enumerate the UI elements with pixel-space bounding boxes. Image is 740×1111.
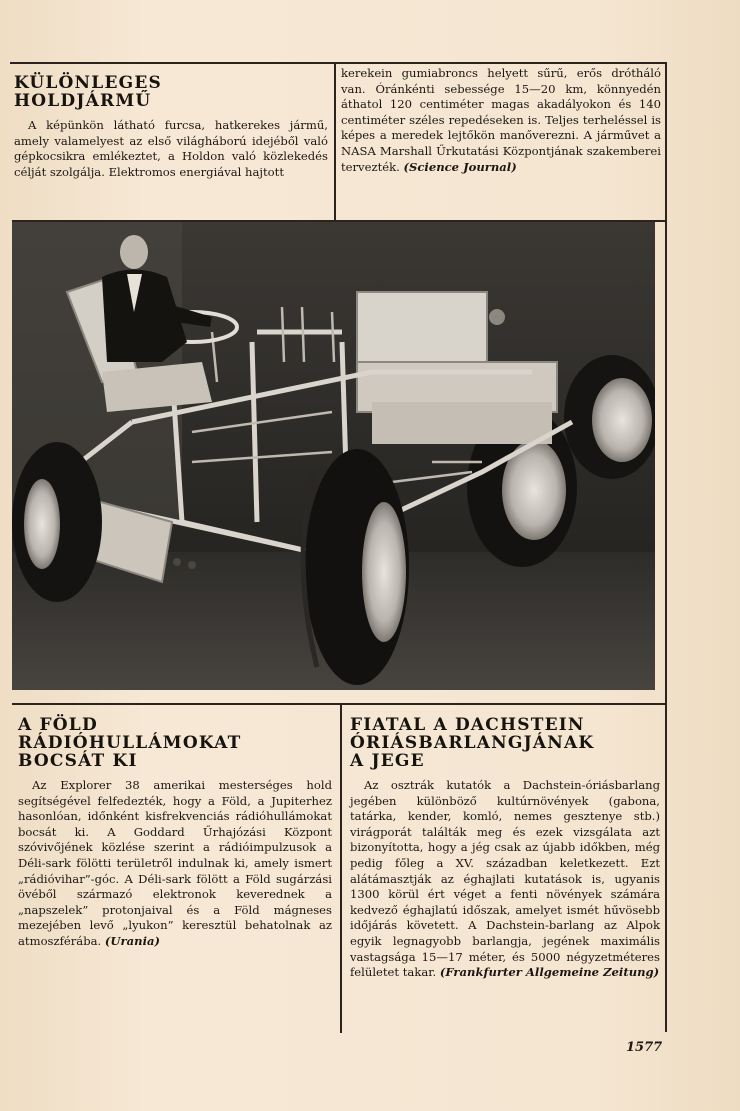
article-lunar-vehicle-right [341, 66, 661, 175]
headline-line: BOCSÁT KI [18, 751, 138, 771]
article-dachstein-ice-source: (Frankfurter Allgemeine Zeitung) [439, 965, 660, 980]
article-lunar-vehicle-body-start: A képünkön látható furcsa, hatkerekes jármű, amely valamelyest az első világháború idejéből való gépkocsikra emlékeztet, a Holdon való közlekedés célját szolgálja. Elektromos energiával hajtott [14, 118, 328, 179]
article-earth-radio-waves-headline [18, 716, 332, 770]
article-dachstein-ice-body-container [350, 778, 660, 981]
headline-line: A JEGE [350, 751, 425, 771]
headline-line: HOLDJÁRMŰ [14, 91, 152, 111]
article-lunar-vehicle-source: (Science Journal) [403, 159, 517, 174]
article-lunar-vehicle-body-cont [341, 66, 661, 175]
article-earth-radio-waves [18, 716, 332, 950]
rover-wheel [12, 442, 102, 602]
article-dachstein-ice [350, 716, 660, 981]
lunar-rover-photo [12, 222, 655, 690]
page-number: 1577 [626, 1040, 663, 1055]
article-dachstein-ice-headline [350, 716, 660, 770]
article-earth-radio-waves-body: Az Explorer 38 amerikai mesterséges hold segítségével felfedezték, hogy a Föld, a Jupiterhez hasonlóan, időnként kisfrekvenciás rádióhullámokat bocsát ki. A Goddard Űrhajózási Központ szóvivőjének közlése szerint a rádióimpulzusok a Déli-sark fölötti területről indulnak ki, amely ismert „rádióvihar”-góc. A Déli-sark fölött a Föld sugárzási övéből származó elektronok keverednek a „napszelek” protonjaival és a Föld mágneses mezejében levő „lyukon” keresztül behatolnak az atmoszférába. [18, 778, 332, 948]
column-divider-bottom [340, 703, 342, 1033]
headline-line: A FÖLD [18, 715, 98, 735]
headline-line: FIATAL A DACHSTEIN [350, 715, 585, 735]
headline-line: RÁDIÓHULLÁMOKAT [18, 733, 242, 753]
article-dachstein-ice-body: Az osztrák kutatók a Dachstein-óriásbarlang jegében különböző kultúrnövények (gabona, tatárka, kender, komló, nemes gesztenye stb.) virágporát találták meg és ezek vizsgálata azt bizonyította, hogy a jég csak az újabb időkben, még pedig főleg a XV. században keletkezett. Ezt alátámasztják az éghajlati kutatások is, ugyanis 1300 körül ért véget a fenti növények számára kedvező éghajlatú időszak, amelyet ismét hűvösebb időjárás követett. A Dachstein-barlang az Alpok egyik legnagyobb barlangja, jegének maximális vastagsága 15—17 méter, és 5000 négyzetméteres felületet takar. [350, 778, 660, 980]
article-lunar-vehicle-body-end: kerekein gumiabroncs helyett sűrű, erős drótháló van. Óránkénti sebessége 15—20 km, könnyedén áthatol 120 centiméter magas akadályokon és 140 centiméter széles repedéseken is. Teljes terheléssel is képes a meredek lejtőkön manőverezni. A járművet a NASA Marshall Űrkutatási Központjának szakemberei tervezték. [341, 66, 661, 174]
article-lunar-vehicle-left [14, 74, 328, 180]
column-divider-top [334, 62, 336, 222]
article-earth-radio-waves-source: (Urania) [104, 933, 160, 948]
article-earth-radio-waves-body-container [18, 778, 332, 950]
headline-line: ÓRIÁSBARLANGJÁNAK [350, 733, 595, 753]
article-lunar-vehicle-headline [14, 74, 328, 110]
headline-line: KÜLÖNLEGES [14, 73, 162, 93]
